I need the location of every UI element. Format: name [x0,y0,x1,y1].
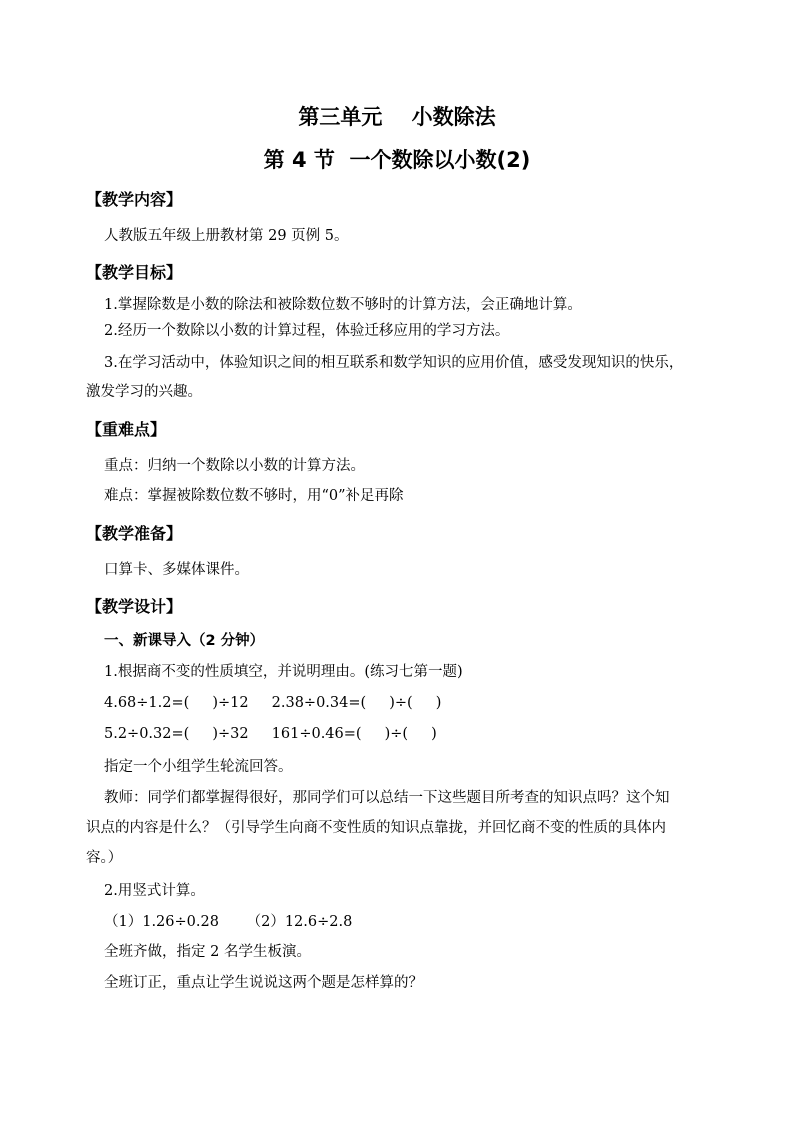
instruction-1: 指定一个小组学生轮流回答。 [104,759,293,775]
question-2: 2.用竖式计算。 [104,883,205,899]
instruction-3: 全班订正，重点让学生说说这两个题是怎样算的？ [104,975,423,991]
heading-teaching-goals: 【教学目标】 [86,263,183,282]
teacher-remark-line-3: 容。） [86,850,123,866]
heading-teaching-content: 【教学内容】 [86,190,183,209]
teacher-remark-line-2: 识点的内容是什么？（引导学生向商不变性质的知识点靠拢，并回忆商不变的性质的具体内 [86,820,666,836]
goal-item-3: 3.在学习活动中，体验知识之间的相互联系和数学知识的应用价值，感受发现知识的快乐， [104,355,684,371]
calculation-items: （1）1.26÷0.28 （2）12.6÷2.8 [104,914,353,930]
unit-title: 第三单元 小数除法 [298,105,496,129]
exercise-row-2: 5.2÷0.32=( )÷32 161÷0.46=( )÷( ) [104,726,437,742]
goal-item-1: 1.掌握除数是小数的除法和被除数位数不够时的计算方法，会正确地计算。 [104,297,582,313]
key-point-focus: 重点：归纳一个数除以小数的计算方法。 [104,458,365,474]
teaching-content-text: 人教版五年级上册教材第 29 页例 5。 [104,228,349,244]
exercise-row-1: 4.68÷1.2=( )÷12 2.38÷0.34=( )÷( ) [104,695,442,711]
heading-teaching-preparation: 【教学准备】 [86,524,183,543]
heading-key-points: 【重难点】 [86,420,167,439]
heading-teaching-design: 【教学设计】 [86,597,183,616]
key-point-difficulty: 难点：掌握被除数位数不够时，用“0”补足再除 [104,488,404,504]
teacher-remark-line-1: 教师：同学们都掌握得很好，那同学们可以总结一下这些题目所考查的知识点吗？这个知 [104,790,670,806]
goal-item-2: 2.经历一个数除以小数的计算过程，体验迁移应用的学习方法。 [104,323,510,339]
goal-item-3-continued: 激发学习的兴趣。 [86,384,202,400]
preparation-text: 口算卡、多媒体课件。 [104,562,249,578]
question-1: 1.根据商不变的性质填空，并说明理由。(练习七第一题) [104,664,463,680]
instruction-2: 全班齐做，指定 2 名学生板演。 [104,944,311,960]
part1-title: 一、新课导入（2 分钟） [104,633,265,649]
section-title: 第 4 节 一个数除以小数(2) [263,148,531,172]
